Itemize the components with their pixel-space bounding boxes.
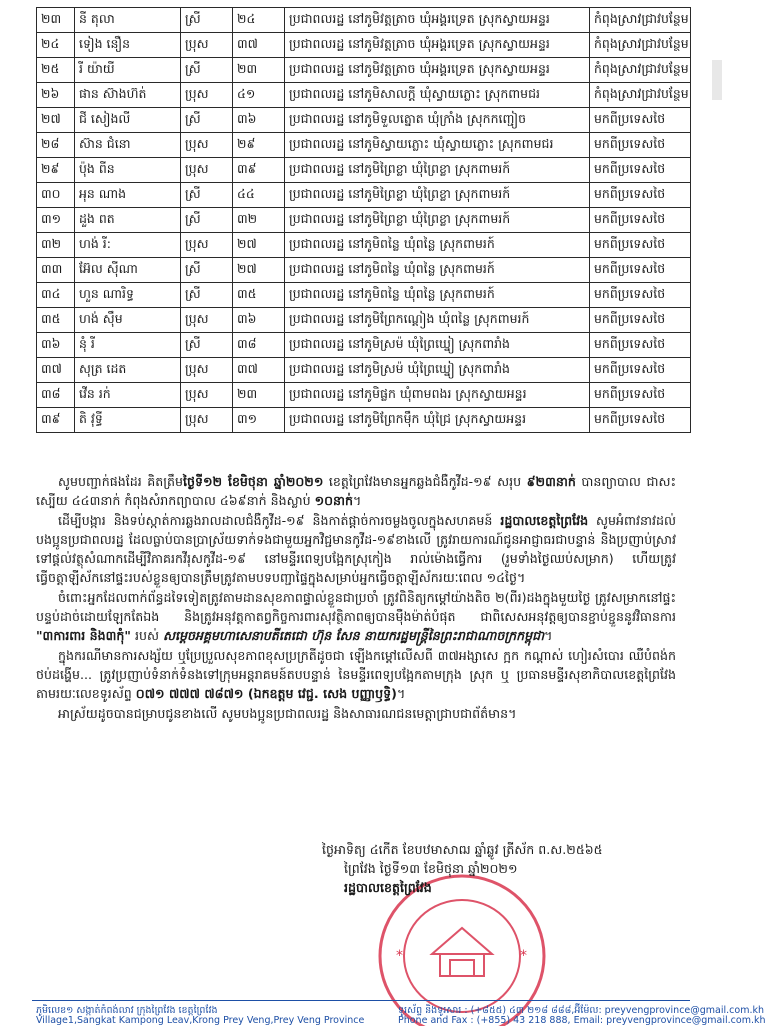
svg-text:*: * (520, 948, 527, 964)
row-number: ៣៩ (37, 408, 75, 433)
case-status: មកពីប្រទេសថៃ (590, 258, 691, 283)
footer-address-km: ភូមិលេខ១ សង្កាត់កំពង់លាវ ក្រុងព្រៃវែង ខេត្តព្រៃវែង (36, 1005, 218, 1016)
summary-date: ថ្ងៃទី១២ ខែមិថុនា ឆ្នាំ២០២១ (182, 474, 324, 489)
table-row (37, 333, 691, 358)
person-name: នុំ រី (75, 333, 181, 358)
row-number: ៣២ (37, 233, 75, 258)
person-sex: ស្រី (181, 8, 233, 33)
solar-date: ព្រៃវែង ថ្ងៃទី១៣ ខែមិថុនា ឆ្នាំ២០២១ (344, 861, 518, 876)
person-sex: ស្រី (181, 208, 233, 233)
table-row (37, 208, 691, 233)
footer-contact-en: Phone and Fax : (+855) 43 218 888, Email: preyvengprovince@gmail.com.kh (398, 1015, 766, 1026)
table-row (37, 358, 691, 383)
row-number: ៣៦ (37, 333, 75, 358)
row-number: ៣៨ (37, 383, 75, 408)
signature-block (322, 840, 682, 897)
table-row (37, 383, 691, 408)
person-sex: ប្រុស (181, 33, 233, 58)
person-age: ៣៦ (233, 308, 285, 333)
case-status: មកពីប្រទេសថៃ (590, 308, 691, 333)
row-number: ២៨ (37, 133, 75, 158)
total-cases: ៩២៣នាក់ (526, 474, 576, 489)
in-treatment-count: ៤៦៩នាក់ (219, 493, 267, 509)
table-row (37, 158, 691, 183)
svg-text:*: * (396, 948, 403, 964)
person-age: ២៣ (233, 58, 285, 83)
case-table-body (37, 8, 691, 433)
table-row (37, 108, 691, 133)
paragraph-case-summary (36, 472, 676, 511)
row-number: ២៦ (37, 83, 75, 108)
text: ។ (396, 686, 406, 702)
table-row (37, 33, 691, 58)
person-age: ៣៦ (233, 108, 285, 133)
text: ចំពោះអ្នកដែលពាក់ព័ន្ធដទៃទៀតត្រូវតាមដានសុខភាពផ្ទាល់ខ្លួនជាប្រចាំ ត្រូវពិនិត្យកម្តៅយ៉ាងតិច ២(ពីរ)ដងក្នុងមួយថ្ងៃ ត្រូវសម្រាកនៅផ្ទះបន្ទប់ដាច់ដោយឡែកតែឯង និងត្រូវអនុវត្តកាតព្វកិច្ចការពារសុវត្ថិភាពឲ្យបានម៉ឺងម៉ាត់បំផុត ជាពិសេសអនុវត្តឲ្យបានខ្ជាប់ខ្ជួននូវវិធានការ (36, 589, 676, 625)
person-address: ប្រជាពលរដ្ឋ នៅភូមិវត្តត្រាច ឃុំអង្គរទ្រេត ស្រុកស្វាយអន្ទរ (285, 33, 590, 58)
row-number: ២៩ (37, 158, 75, 183)
row-number: ៣៣ (37, 258, 75, 283)
prime-minister-title: សម្តេចអគ្គមហាសេនាបតីតេជោ ហ៊ុន សែន នាយករដ្ឋមន្ត្រីនៃព្រះរាជាណាចក្រកម្ពុជា (163, 628, 545, 644)
table-row (37, 308, 691, 333)
person-sex: ស្រី (181, 183, 233, 208)
footer-contact-km: ទូរស័ព្ទ និងទូរសារ : (+៨៥៥) ៤៣ ២១៨ ៨៨៨,អ៊ីម៉ែល: preyvengprovince@gmail.com.kh (398, 1005, 765, 1016)
person-name: ផាន ស៊ាងហ៊ត់ (75, 83, 181, 108)
person-sex: ស្រី (181, 283, 233, 308)
person-address: ប្រជាពលរដ្ឋ នៅភូមិពន្លៃ ឃុំពន្លៃ ស្រុកពាមរក៍ (285, 283, 590, 308)
measures-quote: "៣ការពារ និង៣កុំ" (36, 628, 131, 644)
person-sex: ប្រុស (181, 158, 233, 183)
person-sex: ប្រុស (181, 408, 233, 433)
row-number: ២៣ (37, 8, 75, 33)
paragraph-precautions (36, 588, 676, 646)
person-name: ដួង ពត (75, 208, 181, 233)
person-address: ប្រជាពលរដ្ឋ នៅភូមិទួលត្នោត ឃុំក្រាំង ស្រុកកញ្ជៀច (285, 108, 590, 133)
person-sex: ប្រុស (181, 383, 233, 408)
case-table (36, 7, 691, 433)
case-status: កំពុងស្រាវជ្រាវបន្ថែម (590, 33, 691, 58)
case-status: កំពុងស្រាវជ្រាវបន្ថែម (590, 83, 691, 108)
case-status: កំពុងស្រាវជ្រាវបន្ថែម (590, 58, 691, 83)
issuing-authority: រដ្ឋបាលខេត្តព្រៃវែង (344, 880, 432, 895)
footer-divider (32, 1000, 690, 1001)
person-age: ៤១ (233, 83, 285, 108)
person-age: ៣៩ (233, 158, 285, 183)
table-row (37, 283, 691, 308)
table-row (37, 83, 691, 108)
text: ។ (544, 628, 553, 644)
person-sex: ប្រុស (181, 308, 233, 333)
case-status: មកពីប្រទេសថៃ (590, 333, 691, 358)
person-name: ហង់ ស៊ឹម (75, 308, 181, 333)
person-address: ប្រជាពលរដ្ឋ នៅភូមិសាលក្តី ឃុំស្វាយភ្លោះ ស្រុកពាមជរ (285, 83, 590, 108)
person-address: ប្រជាពលរដ្ឋ នៅភូមិព្រៃខ្លា ឃុំព្រៃខ្លា ស្រុកពាមរក៍ (285, 208, 590, 233)
person-name: ហង់ រី: (75, 233, 181, 258)
row-number: ២៤ (37, 33, 75, 58)
person-name: ប៉ុង ពីន (75, 158, 181, 183)
row-number: ៣១ (37, 208, 75, 233)
person-address: ប្រជាពលរដ្ឋ នៅភូមិវត្តត្រាច ឃុំអង្គរទ្រេត ស្រុកស្វាយអន្ទរ (285, 8, 590, 33)
case-status: មកពីប្រទេសថៃ (590, 158, 691, 183)
case-status: មកពីប្រទេសថៃ (590, 408, 691, 433)
person-address: ប្រជាពលរដ្ឋ នៅភូមិស្វាយភ្លោះ ឃុំស្វាយភ្លោះ ស្រុកពាមជរ (285, 133, 590, 158)
person-address: ប្រជាពលរដ្ឋ នៅភូមិស្រម៉ ឃុំព្រៃឃ្នៀ ស្រុកពារាំង (285, 358, 590, 383)
text: ដើម្បីបង្ការ និងទប់ស្កាត់ការឆ្លងរាលដាលជំងឺកូវីដ-១៩ និងកាត់ផ្តាច់ការចម្លងចូលក្នុងសហគមន៍ (58, 512, 501, 528)
case-status: មកពីប្រទេសថៃ (590, 233, 691, 258)
case-status: មកពីប្រទេសថៃ (590, 183, 691, 208)
person-name: អ៊ែល ស៊ីណា (75, 258, 181, 283)
case-status: មកពីប្រទេសថៃ (590, 383, 691, 408)
paragraph-appeal (36, 511, 676, 588)
person-sex: ស្រី (181, 258, 233, 283)
person-age: ៣៧ (233, 33, 285, 58)
person-name: ទៀង នឿន (75, 33, 181, 58)
text: ក្នុងករណីមានការសង្ស័យ ឬប្រែប្រួលសុខភាពខុសប្រក្រតីដូចជា ឡើងកម្តៅលើសពី ៣៧អង្សាសេ ក្អក កណ្តាស់ ហៀរសំបោរ ឈឺបំពង់ក ថប់ដង្ហើម... ត្រូវប្រញាប់ទំនាក់ទំនងទៅក្រុមអន្តរាគមន៍តបបន្ទាន់ នៃមន្ទីរពេទ្យបង្អែកតាមក្រុង ស្រុក ឬ ប្រធានមន្ទីរសុខាភិបាលខេត្តព្រៃវែង តាមរយៈលេខទូរស័ព្ទ (36, 647, 676, 702)
authority-name: រដ្ឋបាលខេត្តព្រៃវែង (500, 512, 589, 528)
person-name: សុត្រ ដេត (75, 358, 181, 383)
hotline-number: ០៧១ ៧៧៧ ៧៨៧១ (ឯកឧត្តម វេជ្ជ. សេង បញ្ញាឫទ្ធិ) (135, 686, 397, 702)
person-address: ប្រជាពលរដ្ឋ នៅភូមិព្រែកម៉ឹក ឃុំជ្រៃ ស្រុកស្វាយអន្ទរ (285, 408, 590, 433)
table-row (37, 58, 691, 83)
person-sex: ប្រុស (181, 233, 233, 258)
text: ខេត្តព្រៃវែងមានអ្នកឆ្លងជំងឺកូវីដ-១៩ សរុប (323, 474, 527, 489)
person-sex: ប្រុស (181, 358, 233, 383)
person-age: ២៧ (233, 233, 285, 258)
table-row (37, 408, 691, 433)
person-age: ៣១ (233, 408, 285, 433)
table-row (37, 183, 691, 208)
person-name: ជី សៀងលី (75, 108, 181, 133)
recovered-count: ៤៤៣នាក់ (71, 493, 121, 509)
text: ។ (353, 493, 362, 509)
person-address: ប្រជាពលរដ្ឋ នៅភូមិវត្តត្រាច ឃុំអង្គរទ្រេត ស្រុកស្វាយអន្ទរ (285, 58, 590, 83)
person-sex: ប្រុស (181, 83, 233, 108)
person-name: រី យ៉ាយី (75, 58, 181, 83)
paragraph-closing: អាស្រ័យដូចបានជម្រាបជូនខាងលើ សូមបងប្អូនប្រជាពលរដ្ឋ និងសាធារណជនមេត្តាជ្រាបជាព័ត៌មាន។ (58, 705, 517, 721)
table-row (37, 258, 691, 283)
person-age: ៣៥ (233, 283, 285, 308)
person-age: ២៤ (233, 8, 285, 33)
announcement-body (36, 472, 676, 723)
table-row (37, 8, 691, 33)
person-sex: ស្រី (181, 58, 233, 83)
person-address: ប្រជាពលរដ្ឋ នៅភូមិព្រែកណ្តៀង ឃុំពន្លៃ ស្រុកពាមរក៍ (285, 308, 590, 333)
person-sex: ស្រី (181, 108, 233, 133)
row-number: ៣៥ (37, 308, 75, 333)
text: សូមអំពាវនាវដល់ បងប្អូនប្រជាពលរដ្ឋ ដែលធ្លាប់បានប្រាស្រ័យទាក់ទងជាមួយអ្នកវិជ្ជមានកូវីដ-១៩ខាងលើ ត្រូវរាយការណ៍ជូនអាជ្ញាធរជាបន្ទាន់ និងប្រញាប់ស្រាវទៅផ្តល់វត្ថុសំណាកដើម្បីវិភាគរកវីរុសកូវីដ-១៩ នៅមន្ទីរពេទ្យបង្អែកស្រុកៀង រាល់ម៉ោងធ្វើការ (រួមទាំងថ្ងៃឈប់សម្រាក) ហើយត្រូវធ្វើចត្តាឡីស័កនៅផ្ទះរបស់ខ្លួនឲ្យបានត្រឹមត្រូវតាមបទបញ្ជាផ្ទៃក្នុងសម្រាប់អ្នកធ្វើចត្តាឡីស័ករយៈពេល ១៤ថ្ងៃ។ (36, 512, 676, 586)
text: សូមបញ្ជាក់ផងដែរ គិតត្រឹម (58, 474, 183, 489)
person-name: តិ វុទ្ធី (75, 408, 181, 433)
row-number: ៣៤ (37, 283, 75, 308)
text: បានព្យាបាល ជាសះស្បើយ (36, 474, 676, 509)
case-status: មកពីប្រទេសថៃ (590, 283, 691, 308)
page-edge-mark (712, 60, 722, 100)
person-age: ៣៨ (233, 333, 285, 358)
case-status: មកពីប្រទេសថៃ (590, 358, 691, 383)
person-age: ២៩ (233, 133, 285, 158)
person-age: ៤៤ (233, 183, 285, 208)
row-number: ២៥ (37, 58, 75, 83)
case-status: កំពុងស្រាវជ្រាវបន្ថែម (590, 8, 691, 33)
person-age: ៣២ (233, 208, 285, 233)
person-age: ៣៧ (233, 358, 285, 383)
row-number: ២៧ (37, 108, 75, 133)
person-name: ស៊ាន ជំនោ (75, 133, 181, 158)
person-sex: ស្រី (181, 333, 233, 358)
paragraph-symptoms-contact (36, 646, 676, 704)
case-status: មកពីប្រទេសថៃ (590, 108, 691, 133)
person-address: ប្រជាពលរដ្ឋ នៅភូមិពន្លៃ ឃុំពន្លៃ ស្រុកពាមរក៍ (285, 233, 590, 258)
person-age: ២៧ (233, 258, 285, 283)
case-status: មកពីប្រទេសថៃ (590, 208, 691, 233)
person-address: ប្រជាពលរដ្ឋ នៅភូមិព្រៃខ្លា ឃុំព្រៃខ្លា ស្រុកពាមរក៍ (285, 183, 590, 208)
person-name: អុន ណាង (75, 183, 181, 208)
person-address: ប្រជាពលរដ្ឋ នៅភូមិព្រៃខ្លា ឃុំព្រៃខ្លា ស្រុកពាមរក៍ (285, 158, 590, 183)
text: របស់ (131, 628, 163, 644)
person-name: វើន រក់ (75, 383, 181, 408)
footer-address-en: Village1,Sangkat Kampong Leav,Krong Prey Veng,Prey Veng Province (36, 1015, 365, 1026)
row-number: ៣០ (37, 183, 75, 208)
person-address: ប្រជាពលរដ្ឋ នៅភូមិពន្លៃ ឃុំពន្លៃ ស្រុកពាមរក៍ (285, 258, 590, 283)
row-number: ៣៧ (37, 358, 75, 383)
person-address: ប្រជាពលរដ្ឋ នៅភូមិផ្លក ឃុំពាមពងរ ស្រុកស្វាយអន្ទរ (285, 383, 590, 408)
person-age: ២៣ (233, 383, 285, 408)
person-name: ហួន ណារិទ្ធ (75, 283, 181, 308)
lunar-date: ថ្ងៃអាទិត្យ ៤កើត ខែបឋមាសាឍ ឆ្នាំឆ្លូវ ត្រីស័ក ព.ស.២៥៦៥ (322, 842, 603, 857)
person-name: នី តុលា (75, 8, 181, 33)
text: និងស្លាប់ (266, 493, 315, 509)
case-status: មកពីប្រទេសថៃ (590, 133, 691, 158)
person-address: ប្រជាពលរដ្ឋ នៅភូមិស្រម៉ ឃុំព្រៃឃ្នៀ ស្រុកពារាំង (285, 333, 590, 358)
table-row (37, 133, 691, 158)
text: កំពុងសំរាកព្យាបាល (120, 493, 220, 509)
person-sex: ប្រុស (181, 133, 233, 158)
table-row (37, 233, 691, 258)
death-count: ១០នាក់ (314, 493, 354, 509)
